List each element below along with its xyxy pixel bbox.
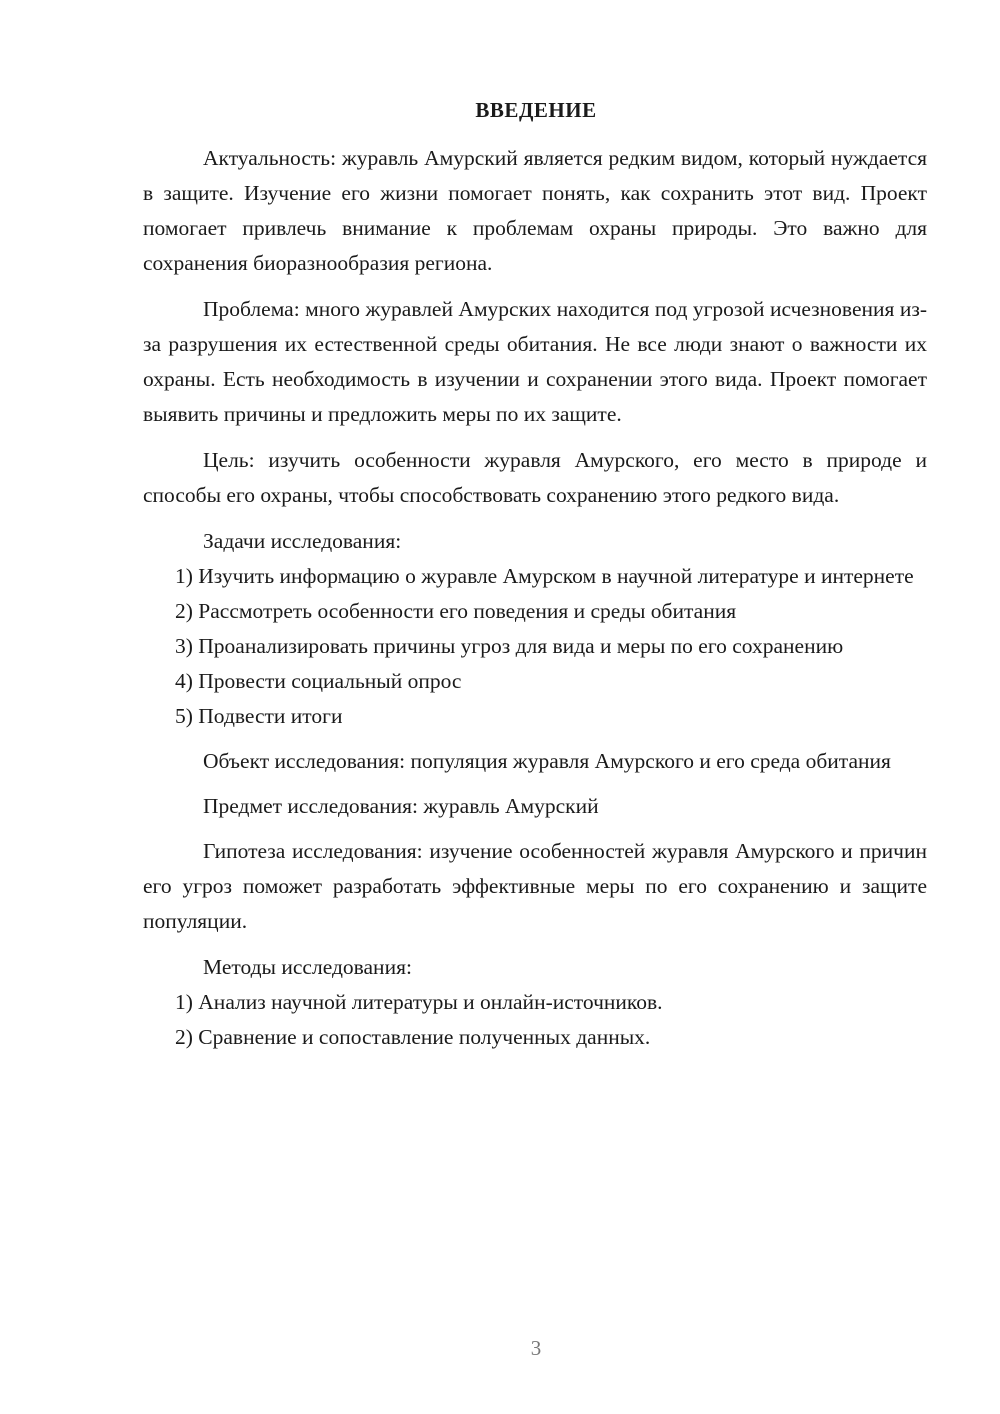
paragraph-problem: Проблема: много журавлей Амурских находится под угрозой исчезновения из-за разрушения их естественной среды обитания. Не все люди знают о важности их охраны. Есть необходимость в изучении и сохранении этого вида. Проект помогает выявить причины и предложить меры по их защите.: [143, 297, 927, 426]
tasks-title: Задачи исследования:: [203, 529, 402, 553]
task-item-5: 5) Подвести итоги: [175, 704, 343, 728]
task-item-2: 2) Рассмотреть особенности его поведения и среды обитания: [175, 599, 737, 623]
paragraph-goal: Цель: изучить особенности журавля Амурского, его место в природе и способы его охраны, чтобы способствовать сохранению этого редкого вида.: [143, 448, 927, 507]
task-item-3: 3) Проанализировать причины угроз для вида и меры по его сохранению: [175, 634, 844, 658]
body-text: [143, 141, 927, 1055]
paragraph-relevance: Актуальность: журавль Амурский является редким видом, который нуждается в защите. Изучение его жизни помогает понять, как сохранить этот вид. Проект помогает привлечь внимание к проблемам охраны природы. Это важно для сохранения биоразнообразия региона.: [143, 146, 927, 275]
section-heading: ВВЕДЕНИЕ: [475, 98, 597, 122]
page-number: 3: [530, 1336, 542, 1360]
paragraph-subject: Предмет исследования: журавль Амурский: [203, 794, 599, 818]
task-item-4: 4) Провести социальный опрос: [175, 669, 462, 693]
paragraph-object: Объект исследования: популяция журавля Амурского и его среда обитания: [203, 749, 891, 773]
method-item-1: 1) Анализ научной литературы и онлайн-источников.: [175, 990, 663, 1014]
task-item-1: 1) Изучить информацию о журавле Амурском в научной литературе и интернете: [175, 564, 914, 588]
paragraph-hypothesis: Гипотеза исследования: изучение особенностей журавля Амурского и причин его угроз поможет разработать эффективные меры по его сохранению и защите популяции.: [143, 839, 927, 933]
method-item-2: 2) Сравнение и сопоставление полученных данных.: [175, 1025, 651, 1049]
methods-title: Методы исследования:: [203, 955, 412, 979]
